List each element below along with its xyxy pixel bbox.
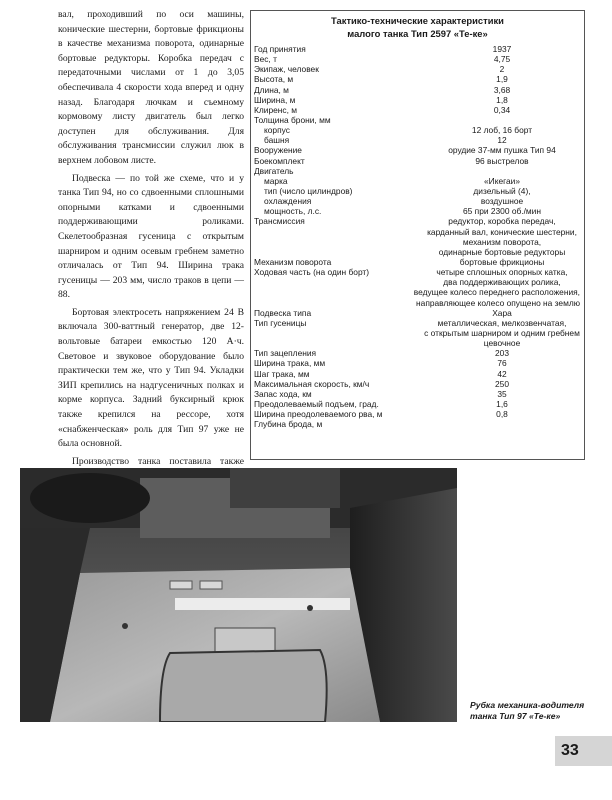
spec-row (254, 105, 580, 115)
spec-row (254, 399, 580, 409)
spec-row (254, 156, 580, 166)
spec-label: Год принятия (254, 44, 306, 54)
spec-label: Максимальная скорость, км/ч (254, 378, 370, 389)
spec-label: Высота, м (254, 74, 294, 85)
spec-label (254, 328, 424, 338)
caption-line-2: танка Тип 97 «Те-ке» (470, 711, 561, 721)
spec-label: Длина, м (254, 84, 289, 95)
spec-value: 250 (495, 378, 509, 389)
spec-row (254, 369, 580, 379)
spec-value: бортовые фрикционы (459, 256, 545, 267)
spec-row (254, 135, 580, 145)
spec-value: 1,6 (496, 398, 508, 409)
paragraph: вал, проходивший по оси машины, конические шестерни, бортовые фрикционы в качестве механизма поворота, одинарные бортовые редукторы. Коробка передач с передаточными числами от 1 до 3,05 обеспечивала 4 скорости хода вперед и одну назад. Благодаря лючкам и съемному кормовому листу двигатель был легко доступен для обслуживания. Для обслуживания трансмиссии служил люк в верхнем лобовом листе. (58, 9, 244, 166)
spec-label (254, 287, 414, 297)
spec-row (254, 115, 580, 125)
spec-row (254, 145, 580, 155)
spec-label (254, 277, 424, 287)
page-number: 33 (555, 736, 612, 766)
spec-label: Ширина трака, мм (254, 358, 326, 369)
spec-value: 1,9 (496, 74, 508, 85)
spec-value: 4,75 (493, 54, 511, 65)
spec-label: Вес, т (254, 54, 277, 65)
spec-table (250, 10, 585, 460)
spec-value: Хара (492, 307, 512, 318)
spec-row (254, 358, 580, 368)
spec-value: 12 лоб, 16 борт (471, 125, 533, 136)
spec-row (254, 379, 580, 389)
spec-label: охлаждения (264, 196, 312, 207)
paragraph: Производство танка поставила также (72, 455, 244, 467)
photo-caption (470, 700, 610, 722)
spec-row (254, 216, 580, 226)
spec-label: Глубина брода, м (254, 419, 323, 430)
spec-value: цевочное (483, 338, 521, 349)
spec-label: Трансмиссия (254, 216, 305, 227)
spec-value: 42 (497, 368, 507, 379)
spec-row (254, 237, 580, 247)
spec-row (254, 227, 580, 237)
spec-row (254, 328, 580, 338)
spec-row (254, 277, 580, 287)
spec-label: Клиренс, м (254, 104, 297, 115)
tank-driver-cabin-photo (20, 468, 457, 722)
spec-value: «Икегаи» (484, 175, 520, 186)
spec-label: Ширина, м (254, 94, 296, 105)
spec-value: 0,34 (493, 104, 511, 115)
spec-row (254, 409, 580, 419)
spec-row (254, 64, 580, 74)
spec-value: 96 выстрелов (475, 155, 529, 166)
spec-value: 76 (497, 358, 507, 369)
spec-label (254, 237, 424, 247)
spec-label (254, 338, 424, 348)
spec-row (254, 257, 580, 267)
caption-line-1: Рубка механика-водителя (470, 700, 585, 710)
spec-table-title (251, 15, 584, 40)
spec-row (254, 125, 580, 135)
spec-row (254, 338, 580, 348)
spec-label: Боекомплект (254, 155, 305, 166)
spec-label (254, 247, 424, 257)
spec-value: воздушное (480, 196, 524, 207)
spec-row (254, 419, 580, 429)
spec-row (254, 54, 580, 64)
spec-row (254, 74, 580, 84)
spec-row (254, 318, 580, 328)
spec-value: с открытым шарниром и одним гребнем (424, 327, 580, 338)
spec-label: Двигатель (254, 165, 294, 176)
spec-value: 3,68 (493, 84, 511, 95)
spec-row (254, 85, 580, 95)
spec-row (254, 247, 580, 257)
spec-value: 12 (497, 135, 507, 146)
spec-row (254, 308, 580, 318)
spec-row (254, 186, 580, 196)
spec-row (254, 95, 580, 105)
spec-table-rows (254, 44, 580, 429)
spec-row (254, 389, 580, 399)
spec-value (424, 115, 580, 125)
spec-value: четыре сплошных опорных катка, (436, 267, 568, 278)
spec-label: Экипаж, человек (254, 64, 319, 75)
paragraph: Подвеска — по той же схеме, что и у танка Тип 94, но со сдвоенными сплошными опорными катками и сдвоенными поддерживающими роликами. Скелетообразная гусеница с открытым шарниром и одним осевым гребнем заметно отличалась от Тип 94. Ширина трака гусеницы — 203 мм, число траков в цепи — 88. (58, 172, 244, 301)
spec-label: Подвеска типа (254, 307, 312, 318)
spec-value: металлическая, мелкозвенчатая, (437, 317, 567, 328)
spec-label: Вооружение (254, 145, 302, 156)
spec-row (254, 287, 580, 297)
spec-value: два поддерживающих ролика, (443, 277, 561, 288)
spec-value: 1,8 (496, 94, 508, 105)
spec-label: Преодолеваемый подъем, град. (254, 398, 379, 409)
spec-title-line-1: Тактико-технические характеристики (331, 15, 504, 26)
spec-label: Тип зацепления (254, 348, 317, 359)
spec-label: Ходовая часть (на один борт) (254, 267, 370, 278)
spec-value: 203 (495, 348, 509, 359)
spec-row (254, 176, 580, 186)
spec-value: редуктор, коробка передач, (448, 216, 556, 227)
spec-row (254, 44, 580, 54)
spec-row (254, 298, 580, 308)
spec-value: орудие 37-мм пушка Тип 94 (448, 145, 556, 156)
spec-value: 0,8 (496, 409, 508, 420)
spec-label (254, 227, 424, 237)
spec-label: Толщина брони, мм (254, 114, 331, 125)
spec-label: башня (264, 135, 290, 146)
spec-row (254, 348, 580, 358)
spec-value: карданный вал, конические шестерни, (427, 226, 577, 237)
spec-value: одинарные бортовые редукторы (438, 246, 566, 257)
spec-value: ведущее колесо переднего расположения, (413, 287, 580, 298)
spec-value: 65 при 2300 об./мин (463, 206, 541, 217)
spec-value: 35 (497, 388, 507, 399)
spec-value: 1937 (492, 44, 512, 54)
spec-label: Тип гусеницы (254, 317, 307, 328)
spec-row (254, 166, 580, 176)
spec-value: механизм поворота, (462, 236, 542, 247)
spec-value (424, 419, 580, 429)
spec-label (254, 298, 416, 308)
spec-value (424, 166, 580, 176)
spec-label: Запас хода, км (254, 388, 312, 399)
spec-label: марка (264, 175, 288, 186)
spec-row (254, 196, 580, 206)
spec-label: мощность, л.с. (264, 206, 322, 217)
spec-value: 2 (499, 64, 505, 75)
spec-label: корпус (264, 125, 290, 136)
spec-row (254, 206, 580, 216)
paragraph: Бортовая электросеть напряжением 24 В включала 300-ваттный генератор, две 12-вольтовые батареи емкостью 120 А·ч. Световое и звуковое оборудование было практически тем же, что у Тип 94. Укладки ЗИП крепились на надгусеничных полках и корме корпуса. Задний буксирный крюк также крепился на рессоре, хотя «снабженческая» роль для Тип 97 уже не была основной. (58, 306, 244, 450)
spec-label: тип (число цилиндров) (264, 185, 353, 196)
spec-label: Ширина преодолеваемого рва, м (254, 409, 383, 420)
spec-value: дизельный (4), (473, 185, 531, 196)
spec-title-line-2: малого танка Тип 2597 «Те-ке» (347, 27, 488, 39)
spec-value: направляющее колесо опущено на землю (416, 297, 580, 308)
spec-label: Механизм поворота (254, 256, 332, 267)
spec-label: Шаг трака, мм (254, 368, 310, 379)
spec-row (254, 267, 580, 277)
